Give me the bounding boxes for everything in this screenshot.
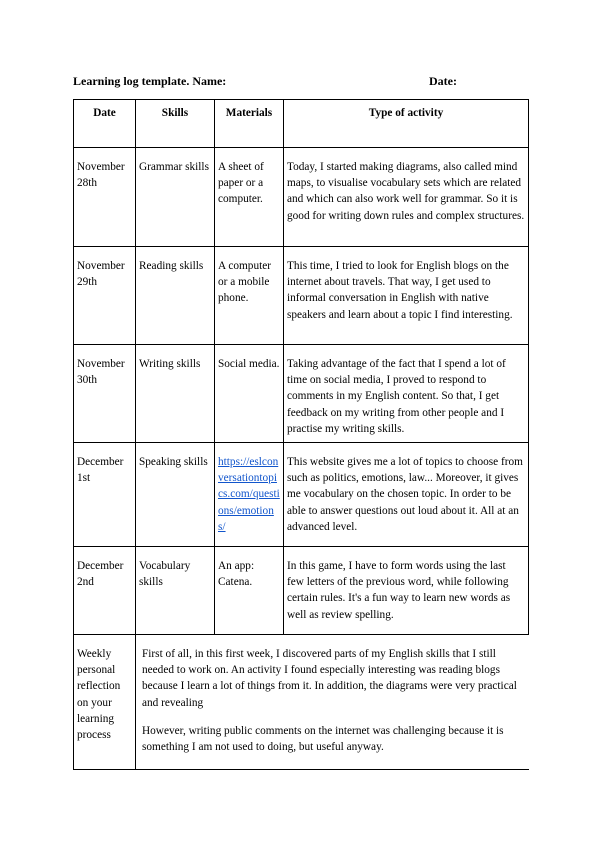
cell-activity: This time, I tried to look for English blogs on the internet about travels. That way, I get used to informal conversation in English with native speakers and learn about a topic I find interesting. bbox=[284, 247, 529, 345]
table-row bbox=[74, 547, 529, 635]
cell-materials: A sheet of paper or a computer. bbox=[215, 148, 284, 247]
column-header-activity: Type of activity bbox=[284, 100, 529, 148]
cell-skills: Vocabulary skills bbox=[136, 547, 215, 635]
cell-date: December 2nd bbox=[74, 547, 136, 635]
cell-activity: This website gives me a lot of topics to choose from such as politics, emotions, law... Moreover, it gives me vocabulary on the chosen topic. In order to be able to answer questions out loud about it. All at an advanced level. bbox=[284, 443, 529, 547]
cell-activity: Today, I started making diagrams, also called mind maps, to visualise vocabulary sets which are related and which can also work well for grammar. So it is good for writing down rules and complex structures. bbox=[284, 148, 529, 247]
cell-skills: Writing skills bbox=[136, 345, 215, 443]
cell-skills: Reading skills bbox=[136, 247, 215, 345]
cell-materials bbox=[215, 443, 284, 547]
cell-skills: Speaking skills bbox=[136, 443, 215, 547]
table-row bbox=[74, 247, 529, 345]
cell-materials: Social media. bbox=[215, 345, 284, 443]
cell-materials: A computer or a mobile phone. bbox=[215, 247, 284, 345]
reflection-paragraph-1: First of all, in this first week, I discovered parts of my English skills that I still needed to work on. An activity I found especially interesting was reading blogs because I learn a lot of things from it. In addition, the diagrams were very practical and revealing bbox=[142, 648, 517, 709]
date-label: Date: bbox=[429, 74, 457, 88]
cell-date: November 29th bbox=[74, 247, 136, 345]
reflection-row bbox=[74, 635, 529, 770]
cell-date: November 28th bbox=[74, 148, 136, 247]
column-header-skills: Skills bbox=[136, 100, 215, 148]
materials-website-link[interactable]: https://eslconversationtopics.com/questions/emotions/ bbox=[218, 456, 280, 533]
table-row bbox=[74, 148, 529, 247]
cell-date: November 30th bbox=[74, 345, 136, 443]
cell-activity: In this game, I have to form words using the last few letters of the previous word, while following certain rules. It's a fun way to learn new words as well as review spelling. bbox=[284, 547, 529, 635]
column-header-date: Date bbox=[74, 100, 136, 148]
learning-log-table bbox=[73, 99, 529, 770]
cell-skills: Grammar skills bbox=[136, 148, 215, 247]
table-row bbox=[74, 345, 529, 443]
cell-activity: Taking advantage of the fact that I spend a lot of time on social media, I proved to respond to comments in my English content. So that, I get feedback on my writing from other people and I practise my writing skills. bbox=[284, 345, 529, 443]
table-header-row bbox=[74, 100, 529, 148]
page-header bbox=[73, 74, 533, 92]
reflection-text bbox=[136, 635, 529, 770]
reflection-label: Weekly personal reflection on your learning process bbox=[74, 635, 136, 770]
cell-materials: An app: Catena. bbox=[215, 547, 284, 635]
page-title: Learning log template. Name: bbox=[73, 74, 227, 88]
cell-date: December 1st bbox=[74, 443, 136, 547]
reflection-paragraph-2: However, writing public comments on the internet was challenging because it is something I am not used to doing, but useful anyway. bbox=[142, 724, 504, 754]
table-row bbox=[74, 443, 529, 547]
column-header-materials: Materials bbox=[215, 100, 284, 148]
